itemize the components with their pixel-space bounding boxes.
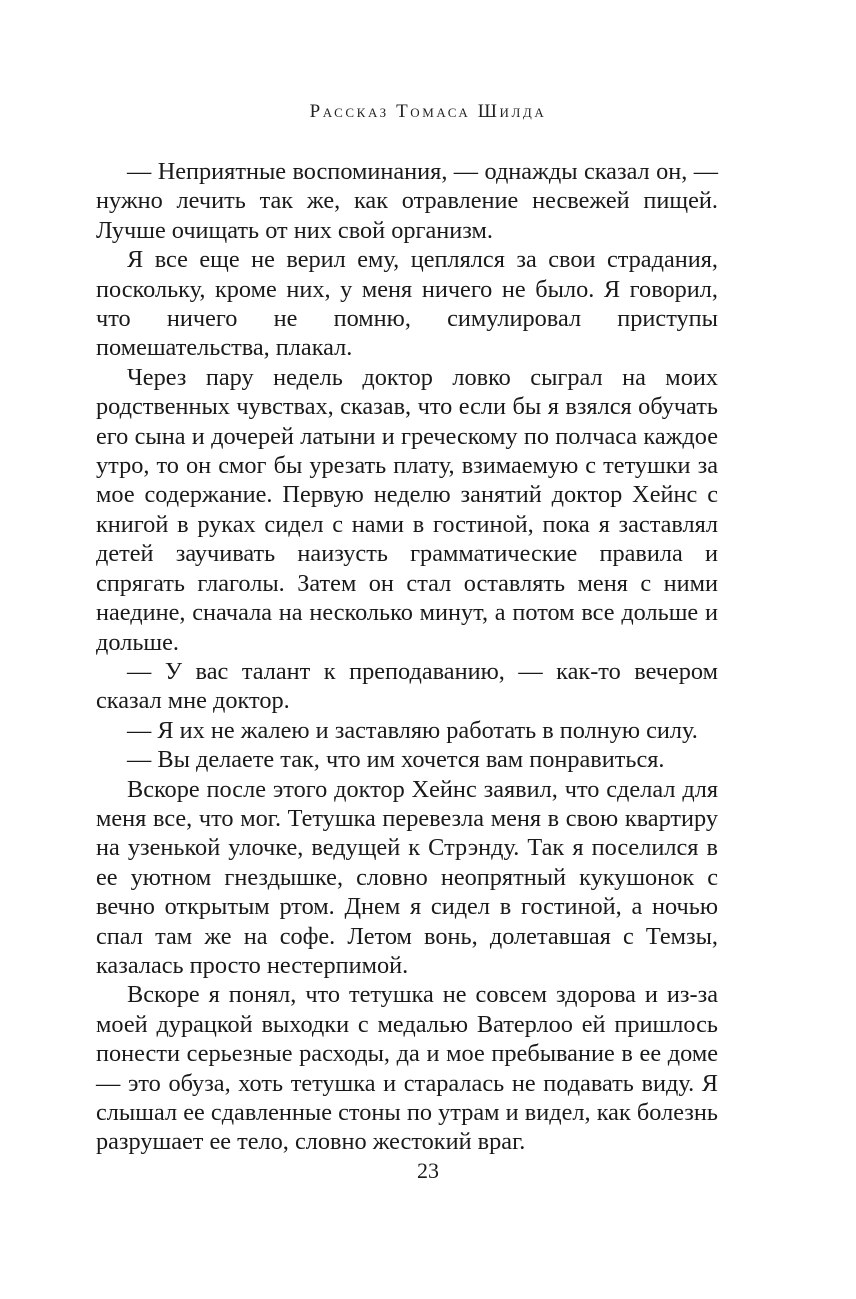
paragraph: — Вы делаете так, что им хочется вам понравиться. [127,746,665,774]
paragraph: Я все еще не верил ему, цеплялся за свои страдания, поскольку, кроме них, у меня ничего не было. Я говорил, что ничего не помню, симулировал приступы помешательства, плакал. [96,246,718,362]
page-number: 23 [417,1158,439,1183]
paragraph: Вскоре я понял, что тетушка не совсем здорова и из-за моей дурацкой выходки с медалью Ватерлоо ей пришлось понести серьезные расходы, да и мое пребывание в ее доме — это обуза, хоть тетушка и старалась не подавать виду. Я слышал ее сдавленные стоны по утрам и видел, как болезнь разрушает ее тело, словно жестокий враг. [96,981,718,1156]
paragraph: Через пару недель доктор ловко сыграл на моих родственных чувствах, сказав, что если бы я взялся обучать его сына и дочерей латыни и греческому по полчаса каждое утро, то он смог бы урезать плату, взимаемую с тетушки за мое содержание. Первую неделю занятий доктор Хейнс с книгой в руках сидел с нами в гостиной, пока я заставлял детей заучивать наизусть грамматические правила и спрягать глаголы. Затем он стал оставлять меня с ними наедине, сначала на несколько минут, а потом все дольше и дольше. [96,363,718,656]
body-text [96,157,718,1157]
paragraph: — Неприятные воспоминания, — однажды сказал он, — нужно лечить так же, как отравление несвежей пищей. Лучше очищать от них свой организм. [96,158,718,244]
paragraph: — Я их не жалею и заставляю работать в полную силу. [127,716,698,744]
paragraph: Вскоре после этого доктор Хейнс заявил, что сделал для меня все, что мог. Тетушка перевезла меня в свою квартиру на узенькой улочке, ведущей к Стрэнду. Так я поселился в ее уютном гнездышке, словно неопрятный кукушонок с вечно открытым ртом. Днем я сидел в гостиной, а ночью спал там же на софе. Летом вонь, долетавшая с Темзы, казалась просто нестерпимой. [96,775,718,979]
running-head: Рассказ Томаса Шилда [309,101,547,122]
paragraph: — У вас талант к преподаванию, — как-то вечером сказал мне доктор. [96,657,718,715]
